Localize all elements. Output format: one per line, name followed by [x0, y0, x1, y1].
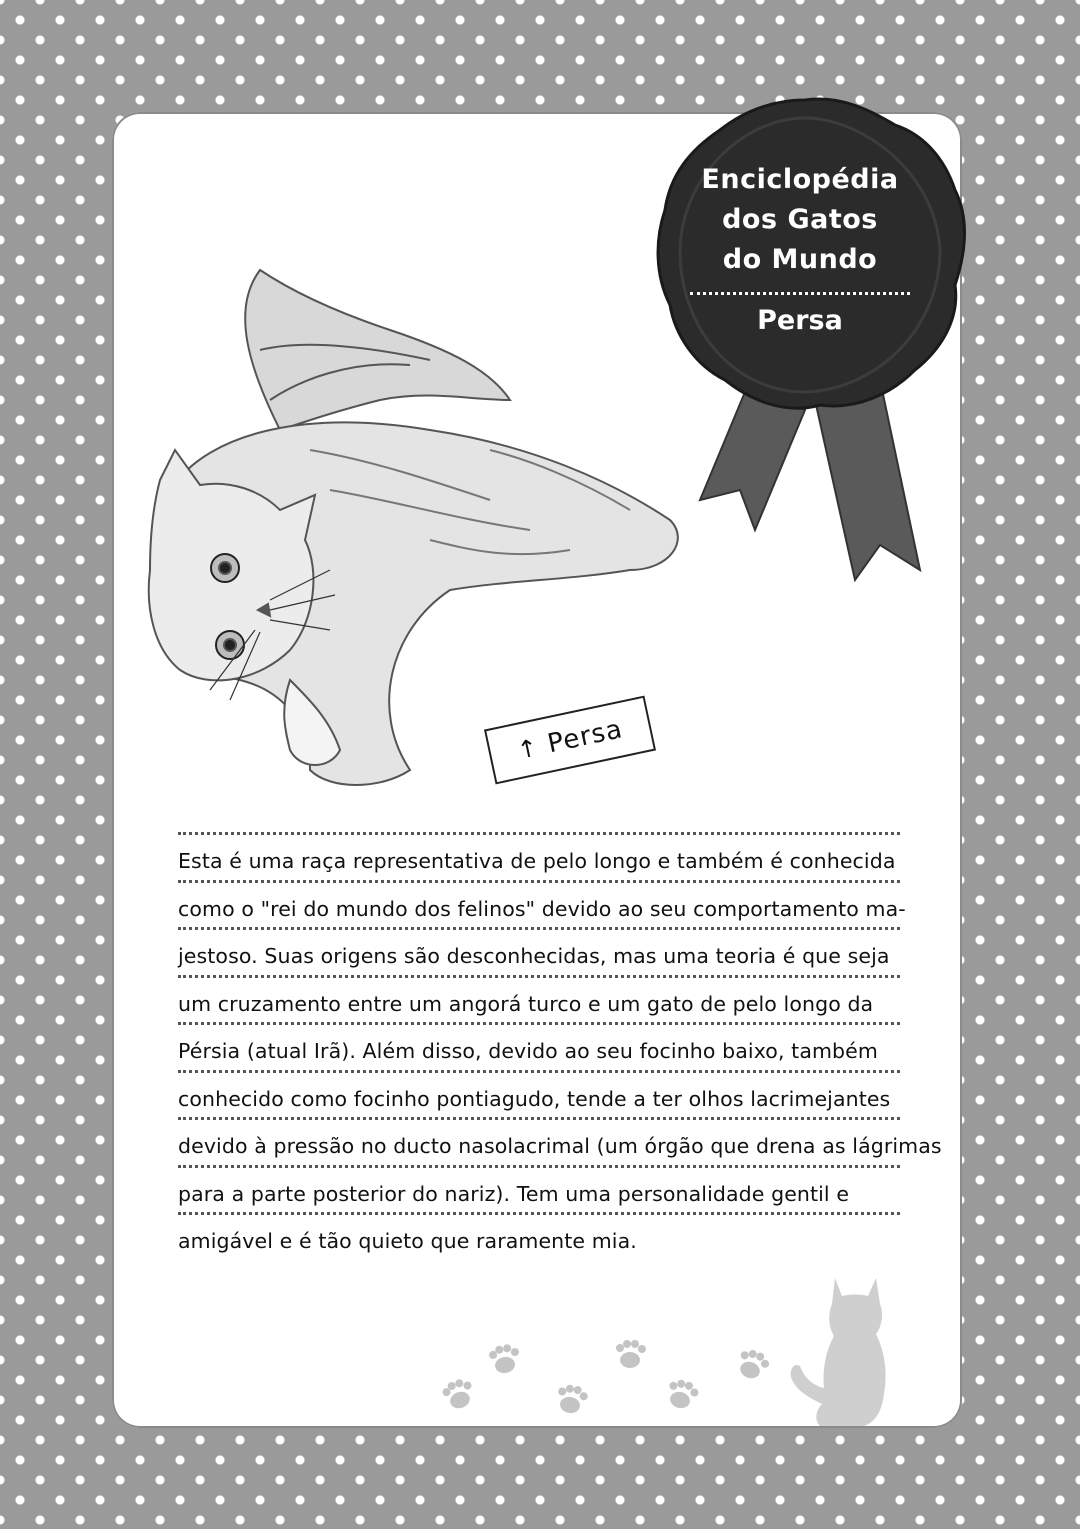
description-line: Esta é uma raça representativa de pelo longo e também é conhecida: [178, 835, 900, 883]
seal-breed: Persa: [757, 305, 843, 336]
caption-label: Persa: [544, 714, 626, 760]
description-line: devido à pressão no ducto nasolacrimal (um órgão que drena as lágrimas: [178, 1120, 900, 1168]
paw-prints: [420, 1330, 840, 1430]
description-line: conhecido como focinho pontiagudo, tende a ter olhos lacrimejantes: [178, 1073, 900, 1121]
paw-print-icon: [488, 1343, 522, 1376]
description-line: para a parte posterior do nariz). Tem uma personalidade gentil e: [178, 1168, 900, 1216]
description-line: jestoso. Suas origens são desconhecidas, mas uma teoria é que seja: [178, 930, 900, 978]
description-line: um cruzamento entre um angorá turco e um gato de pelo longo da: [178, 978, 900, 1026]
description-line: Pérsia (atual Irã). Além disso, devido ao seu focinho baixo, também: [178, 1025, 900, 1073]
paw-print-icon: [555, 1383, 589, 1416]
paw-print-icon: [664, 1377, 700, 1412]
paw-print-icon: [616, 1340, 646, 1368]
paw-print-icon: [440, 1376, 478, 1413]
seal-title-line: dos Gatos: [722, 204, 878, 235]
description-line: como o "rei do mundo dos felinos" devido ao seu comportamento ma-: [178, 883, 900, 931]
cat-silhouette-icon: [780, 1270, 900, 1430]
seal-title: [690, 160, 910, 339]
up-arrow-icon: ↑: [514, 733, 542, 765]
seal-divider: [690, 292, 910, 295]
wax-seal-icon: [640, 80, 970, 600]
ribbon-icon: [815, 380, 920, 580]
description-line: amigável e é tão quieto que raramente mia.: [178, 1229, 637, 1253]
paw-print-icon: [734, 1346, 772, 1383]
seal-title-line: do Mundo: [722, 244, 878, 275]
seal-title-line: Enciclopédia: [701, 164, 899, 195]
description-block: [178, 832, 942, 1263]
